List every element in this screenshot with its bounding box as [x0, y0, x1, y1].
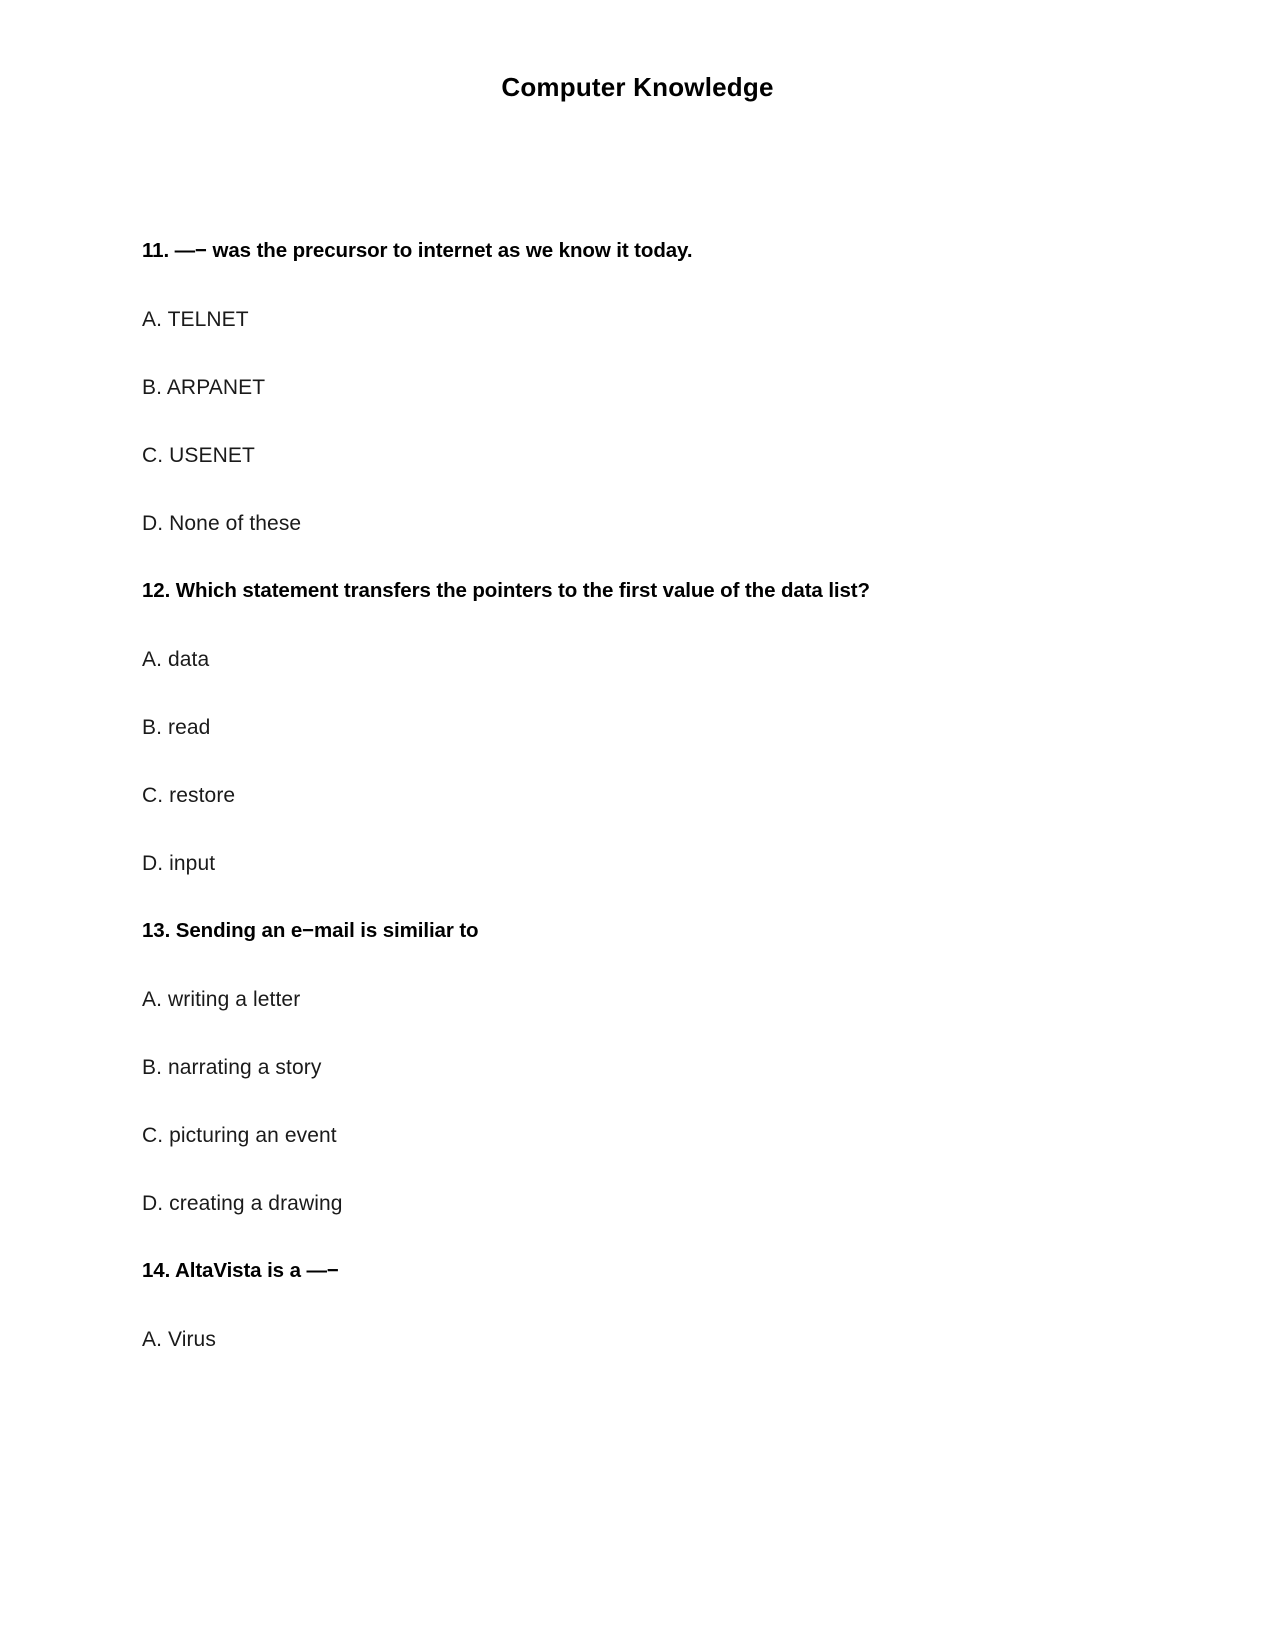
option-13-a[interactable]: A. writing a letter	[142, 987, 301, 1011]
page-title: Computer Knowledge	[501, 72, 774, 102]
option-12-d[interactable]: D. input	[142, 851, 216, 875]
option-11-b[interactable]: B. ARPANET	[142, 375, 266, 399]
option-14-a[interactable]: A. Virus	[142, 1327, 216, 1351]
question-block-12	[142, 557, 1165, 897]
option-11-c[interactable]: C. USENET	[142, 443, 255, 467]
question-block-13	[142, 897, 1165, 1237]
question-list	[0, 103, 1275, 1373]
option-12-a[interactable]: A. data	[142, 647, 210, 671]
option-12-b[interactable]: B. read	[142, 715, 211, 739]
option-13-d[interactable]: D. creating a drawing	[142, 1191, 343, 1215]
option-12-c[interactable]: C. restore	[142, 783, 236, 807]
option-11-a[interactable]: A. TELNET	[142, 307, 249, 331]
question-text-13: 13. Sending an e−mail is similiar to	[142, 918, 479, 942]
option-13-c[interactable]: C. picturing an event	[142, 1123, 337, 1147]
question-block-14	[142, 1237, 1165, 1373]
question-block-11	[142, 217, 1165, 557]
option-11-d[interactable]: D. None of these	[142, 511, 302, 535]
option-13-b[interactable]: B. narrating a story	[142, 1055, 322, 1079]
question-text-12: 12. Which statement transfers the pointers to the first value of the data list?	[142, 578, 870, 602]
question-text-14: 14. AltaVista is a —−	[142, 1258, 339, 1282]
question-text-11: 11. —− was the precursor to internet as we know it today.	[142, 238, 693, 262]
